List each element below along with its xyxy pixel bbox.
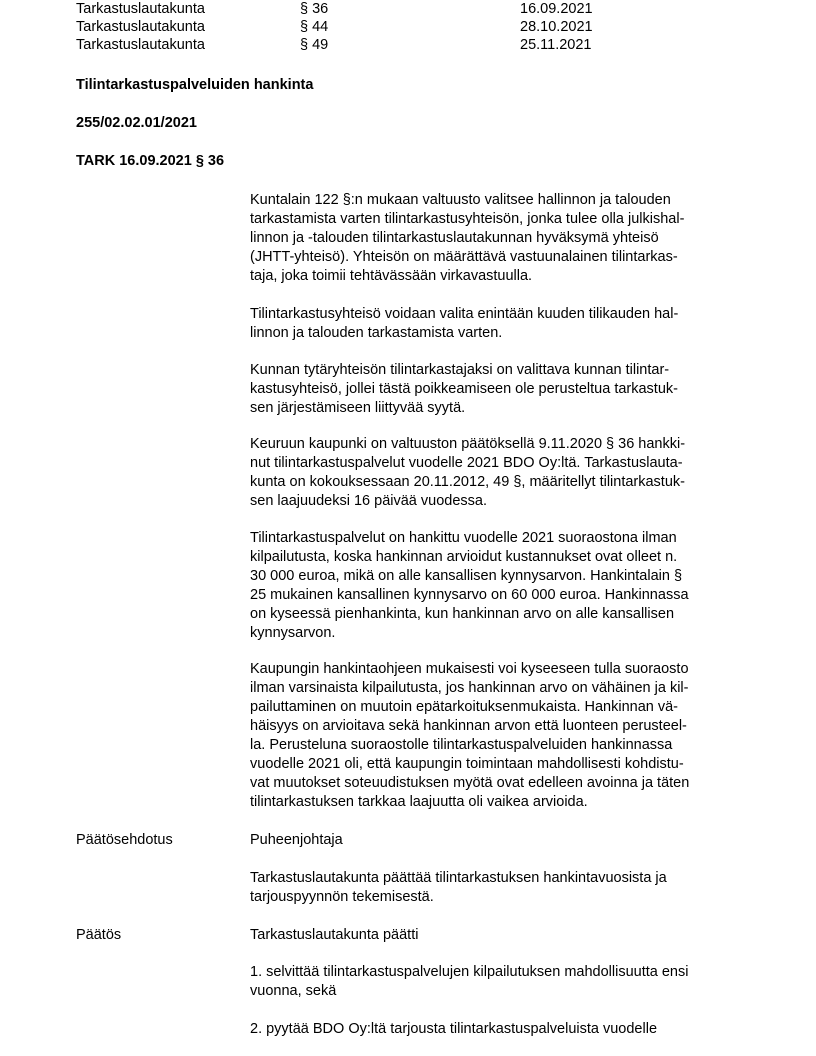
- presenter-text: Puheenjohtaja: [250, 832, 343, 848]
- text-line: Tarkastuslautakunta päättää tilintarkastuksen hankintavuosista ja: [250, 870, 667, 886]
- text-line: pailuttaminen on muutoin epätarkoituksenmukaista. Hankinnan vä-: [250, 699, 678, 715]
- proposal-text: [250, 869, 750, 907]
- text-line: sen laajuudeksi 16 päivää vuodessa.: [250, 493, 487, 509]
- text-line: ilman varsinaista kilpailutusta, jos hankinnan arvo on vähäinen ja kil-: [250, 680, 689, 696]
- text-line: kastusyhteisö, jollei tästä poikkeamiseen ole perusteltua tarkastuk-: [250, 381, 678, 397]
- text-line: tarjouspyynnön tekemisestä.: [250, 889, 434, 905]
- paragraph-3: [250, 361, 750, 418]
- text-line: häisyys on arvioitava sekä hankinnan arvon että luonteen perusteel-: [250, 718, 687, 734]
- text-line: kunta on kokouksessaan 20.11.2012, 49 §, määritellyt tilintarkastuk-: [250, 474, 685, 490]
- text-line: on kyseessä pienhankinta, kun hankinnan arvo on alle kansallisen: [250, 606, 675, 622]
- decision-intro: [250, 926, 750, 945]
- text-line: (JHTT-yhteisö). Yhteisön on määrättävä vastuunalainen tilintarkas-: [250, 249, 678, 265]
- text-line: Tilintarkastuspalvelut on hankittu vuodelle 2021 suoraostona ilman: [250, 530, 677, 546]
- decision-item-1: [250, 963, 750, 1001]
- text-line: kilpailutusta, koska hankinnan arvioidut kustannukset ovat olleet n.: [250, 549, 678, 565]
- text-line: la. Perusteluna suoraostolle tilintarkastuspalveluiden hankinnassa: [250, 737, 673, 753]
- text-line: 30 000 euroa, mikä on alle kansallisen kynnysarvon. Hankintalain §: [250, 568, 683, 584]
- history-body: Tarkastuslautakunta: [76, 19, 205, 35]
- decision-label: Päätös: [76, 927, 122, 943]
- text-line: 2. pyytää BDO Oy:ltä tarjousta tilintarkastuspalveluista vuodelle: [250, 1021, 658, 1037]
- proposal-presenter: [250, 831, 750, 850]
- text-line: linnon ja -talouden tilintarkastuslautakunnan hyväksymä yhteisö: [250, 230, 659, 246]
- text-line: tarkastamista varten tilintarkastusyhteisön, jonka tulee olla julkishal-: [250, 211, 685, 227]
- history-date: 16.09.2021: [520, 1, 593, 17]
- history-section: § 49: [300, 37, 329, 53]
- history-section: § 44: [300, 19, 329, 35]
- paragraph-6: [250, 660, 750, 812]
- document-title: Tilintarkastuspalveluiden hankinta: [76, 77, 314, 93]
- proposal-label: Päätösehdotus: [76, 832, 173, 848]
- text-line: sen järjestämiseen liittyvää syytä.: [250, 400, 466, 416]
- text-line: nut tilintarkastuspalvelut vuodelle 2021 BDO Oy:ltä. Tarkastuslauta-: [250, 455, 683, 471]
- text-line: Kuntalain 122 §:n mukaan valtuusto valitsee hallinnon ja talouden: [250, 192, 671, 208]
- text-line: vuonna, sekä: [250, 983, 337, 999]
- paragraph-2: [250, 305, 750, 343]
- text-line: 25 mukainen kansallinen kynnysarvo on 60 000 euroa. Hankinnassa: [250, 587, 689, 603]
- text-line: Kunnan tytäryhteisön tilintarkastajaksi on valittava kunnan tilintar-: [250, 362, 670, 378]
- text-line: Tarkastuslautakunta päätti: [250, 927, 419, 943]
- text-line: linnon ja talouden tarkastamista varten.: [250, 325, 503, 341]
- text-line: 1. selvittää tilintarkastuspalvelujen kilpailutuksen mahdollisuutta ensi: [250, 964, 689, 980]
- text-line: kynnysarvon.: [250, 625, 336, 641]
- history-body: Tarkastuslautakunta: [76, 1, 205, 17]
- text-line: Tilintarkastusyhteisö voidaan valita enintään kuuden tilikauden hal-: [250, 306, 679, 322]
- paragraph-1: [250, 191, 750, 286]
- text-line: taja, joka toimii tehtävässään virkavastuulla.: [250, 268, 533, 284]
- record-number: 255/02.02.01/2021: [76, 115, 197, 131]
- text-line: Kaupungin hankintaohjeen mukaisesti voi kyseeseen tulla suoraosto: [250, 661, 689, 677]
- text-line: Keuruun kaupunki on valtuuston päätöksellä 9.11.2020 § 36 hankki-: [250, 436, 686, 452]
- text-line: vuodelle 2021 oli, että kaupungin toimintaan mahdollisesti kohdistu-: [250, 756, 684, 772]
- text-line: vat muutokset soteuudistuksen myötä ovat edelleen avoinna ja täten: [250, 775, 690, 791]
- history-body: Tarkastuslautakunta: [76, 37, 205, 53]
- paragraph-4: [250, 435, 750, 511]
- decision-item-2: [250, 1020, 750, 1039]
- text-line: tilintarkastuksen tarkkaa laajuutta oli vaikea arvioida.: [250, 794, 588, 810]
- history-date: 28.10.2021: [520, 19, 593, 35]
- meeting-reference: TARK 16.09.2021 § 36: [76, 153, 225, 169]
- history-date: 25.11.2021: [520, 37, 592, 53]
- history-section: § 36: [300, 1, 329, 17]
- paragraph-5: [250, 529, 750, 643]
